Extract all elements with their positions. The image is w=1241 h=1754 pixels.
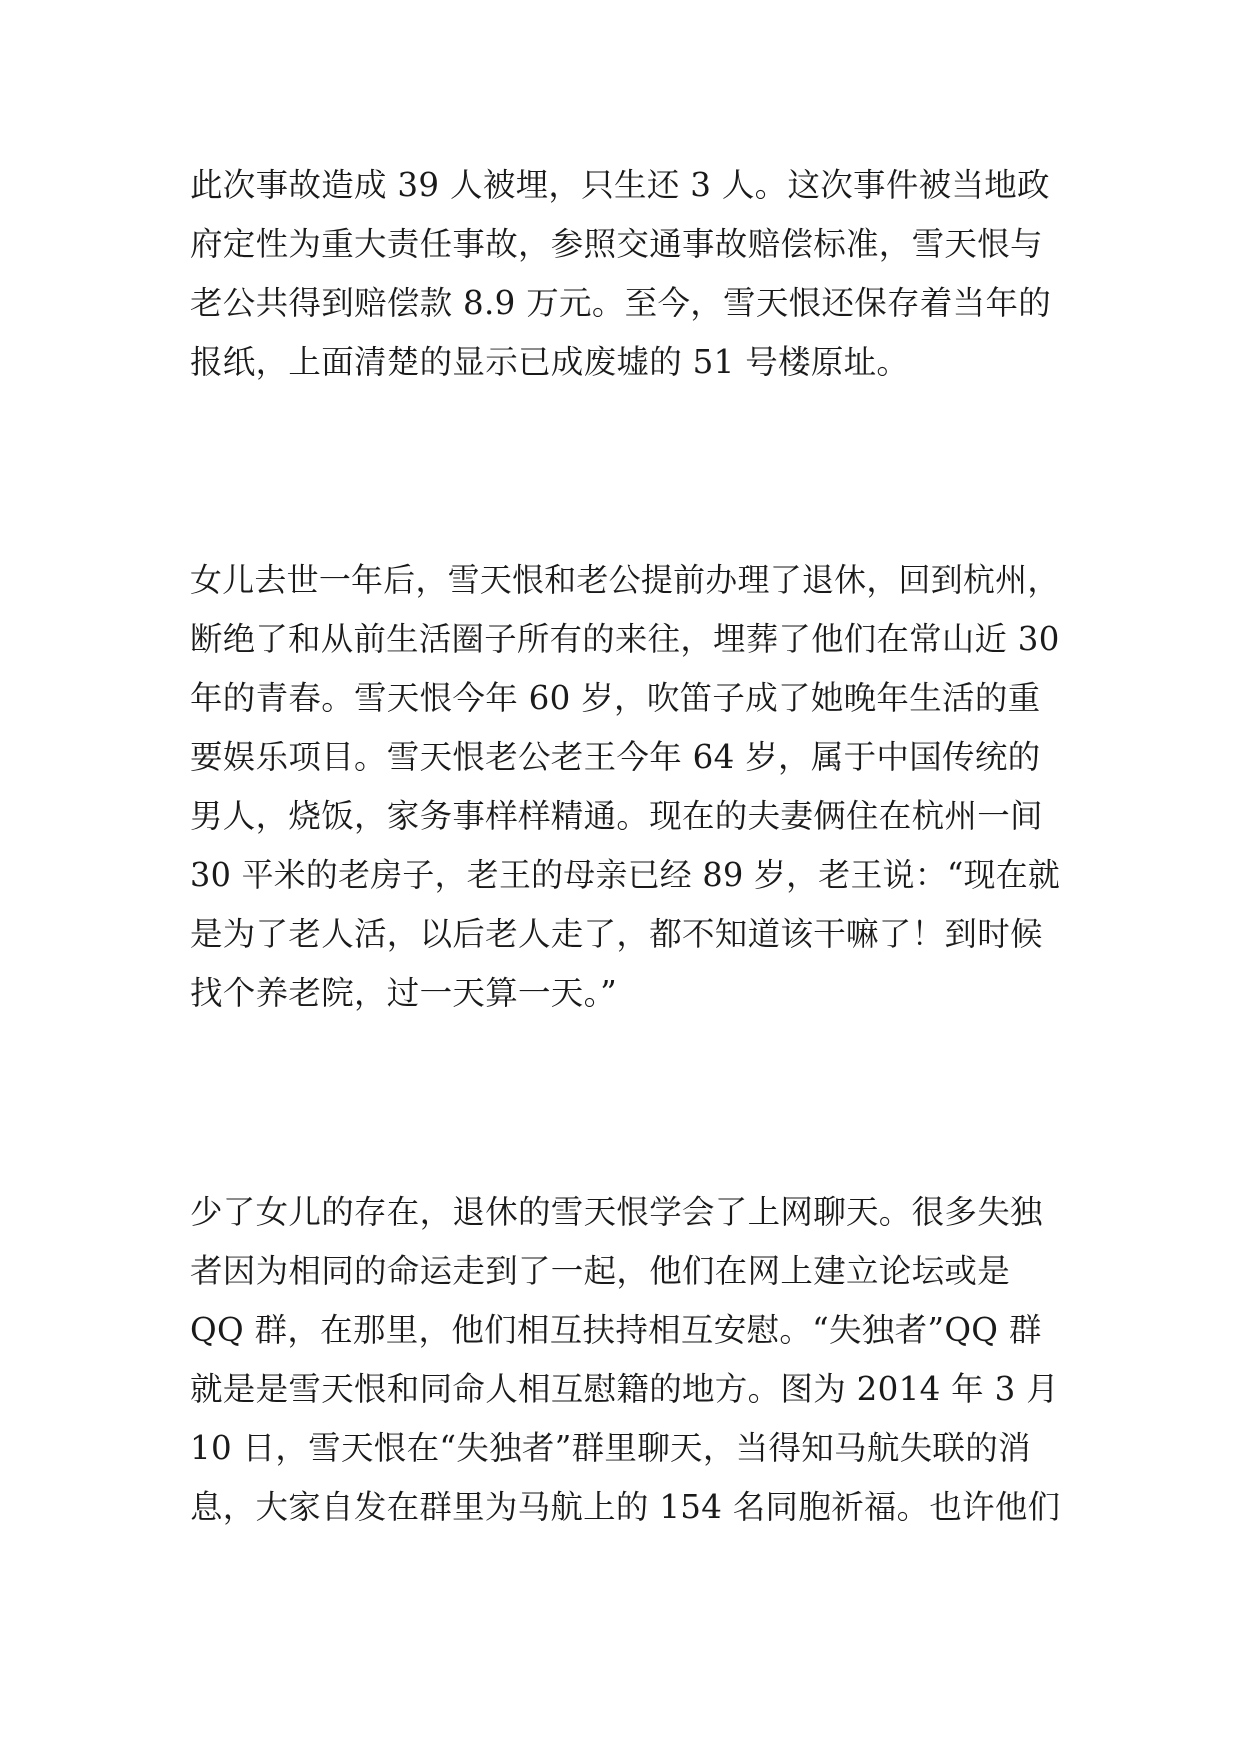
text-line: 府定性为重大责任事故，参照交通事故赔偿标准，雪天恨与 [190,225,1043,263]
text-line: 者因为相同的命运走到了一起，他们在网上建立论坛或是 [190,1252,1011,1290]
text-line: 是为了老人活，以后老人走了，都不知道该干嘛了！到时候 [190,915,1043,953]
text-line: 女儿去世一年后，雪天恨和老公提前办理了退休，回到杭州， [190,561,1060,599]
text-line: 此次事故造成 39 人被埋，只生还 3 人。这次事件被当地政 [190,166,1050,204]
text-line: 找个养老院，过一天算一天。” [190,974,618,1012]
text-line: 10 日，雪天恨在“失独者”群里聊天，当得知马航失联的消 [190,1429,1031,1467]
text-line: 老公共得到赔偿款 8.9 万元。至今，雪天恨还保存着当年的 [190,284,1052,322]
text-line: 少了女儿的存在，退休的雪天恨学会了上网聊天。很多失独 [190,1193,1043,1231]
text-line: 就是是雪天恨和同命人相互慰籍的地方。图为 2014 年 3 月 [190,1370,1060,1408]
text-line: QQ 群，在那里，他们相互扶持相互安慰。“失独者”QQ 群 [190,1311,1042,1349]
text-line: 报纸，上面清楚的显示已成废墟的 51 号楼原址。 [190,343,910,381]
text-line: 要娱乐项目。雪天恨老公老王今年 64 岁，属于中国传统的 [190,738,1041,776]
text-line: 息，大家自发在群里为马航上的 154 名同胞祈福。也许他们 [190,1488,1061,1526]
text-line: 断绝了和从前生活圈子所有的来往，埋葬了他们在常山近 30 [190,620,1060,658]
text-line: 30 平米的老房子，老王的母亲已经 89 岁，老王说：“现在就 [190,856,1061,894]
text-line: 年的青春。雪天恨今年 60 岁，吹笛子成了她晚年生活的重 [190,679,1041,717]
text-line: 男人，烧饭，家务事样样精通。现在的夫妻俩住在杭州一间 [190,797,1043,835]
